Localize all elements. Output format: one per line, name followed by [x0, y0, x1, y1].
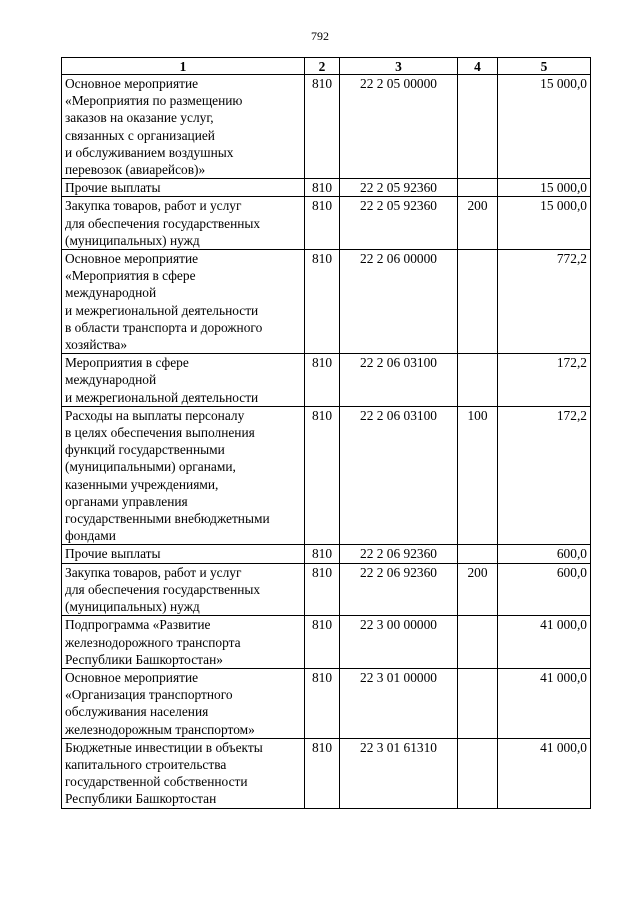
row-name: Основное мероприятие «Мероприятия в сфере международной и межрегиональной деятельности в области транспорта и дорожного хозяйства»: [62, 250, 305, 354]
row-name: Закупка товаров, работ и услуг для обеспечения государственных (муниципальных) нужд: [62, 197, 305, 250]
page-number: 792: [311, 29, 329, 43]
column-header-5: 5: [498, 58, 591, 75]
row-expense-type: 200: [458, 197, 498, 250]
row-ved-code: 810: [305, 75, 340, 179]
column-header-1: 1: [62, 58, 305, 75]
row-expense-type: [458, 250, 498, 354]
row-ved-code: 810: [305, 738, 340, 808]
row-name: Подпрограмма «Развитие железнодорожного транспорта Республики Башкортостан»: [62, 616, 305, 669]
row-amount: 172,2: [498, 354, 591, 407]
row-target-article: 22 2 05 92360: [340, 179, 458, 197]
table-row: [62, 179, 591, 197]
row-expense-type: [458, 668, 498, 738]
row-amount: 772,2: [498, 250, 591, 354]
table-row: [62, 616, 591, 669]
table-header-row: [62, 58, 591, 75]
row-expense-type: [458, 354, 498, 407]
row-expense-type: [458, 738, 498, 808]
table-row: [62, 406, 591, 545]
table-row: [62, 738, 591, 808]
row-name: Прочие выплаты: [62, 179, 305, 197]
row-ved-code: 810: [305, 668, 340, 738]
table-row: [62, 668, 591, 738]
row-expense-type: 100: [458, 406, 498, 545]
row-name: Мероприятия в сфере международной и межрегиональной деятельности: [62, 354, 305, 407]
row-name: Основное мероприятие «Организация транспортного обслуживания населения железнодорожным транспортом»: [62, 668, 305, 738]
row-amount: 600,0: [498, 545, 591, 563]
budget-table: [61, 57, 591, 809]
row-expense-type: [458, 179, 498, 197]
table-row: [62, 545, 591, 563]
row-expense-type: 200: [458, 563, 498, 616]
row-name: Прочие выплаты: [62, 545, 305, 563]
row-ved-code: 810: [305, 545, 340, 563]
row-ved-code: 810: [305, 616, 340, 669]
row-expense-type: [458, 616, 498, 669]
column-header-3: 3: [340, 58, 458, 75]
row-expense-type: [458, 545, 498, 563]
row-expense-type: [458, 75, 498, 179]
row-amount: 172,2: [498, 406, 591, 545]
row-amount: 41 000,0: [498, 616, 591, 669]
row-target-article: 22 2 05 00000: [340, 75, 458, 179]
row-ved-code: 810: [305, 179, 340, 197]
row-amount: 41 000,0: [498, 738, 591, 808]
row-target-article: 22 2 06 92360: [340, 545, 458, 563]
row-ved-code: 810: [305, 250, 340, 354]
table-row: [62, 354, 591, 407]
row-name: Расходы на выплаты персоналу в целях обеспечения выполнения функций государственными (муниципальными) органами, казенными учреждениями, органами управления государственными внебюджетными фондами: [62, 406, 305, 545]
row-target-article: 22 2 06 03100: [340, 354, 458, 407]
row-name: Бюджетные инвестиции в объекты капитального строительства государственной собственности Республики Башкортостан: [62, 738, 305, 808]
row-ved-code: 810: [305, 563, 340, 616]
row-target-article: 22 2 06 00000: [340, 250, 458, 354]
row-name: Основное мероприятие «Мероприятия по размещению заказов на оказание услуг, связанных с организацией и обслуживанием воздушных перевозок (авиарейсов)»: [62, 75, 305, 179]
row-amount: 15 000,0: [498, 197, 591, 250]
column-header-2: 2: [305, 58, 340, 75]
row-ved-code: 810: [305, 406, 340, 545]
row-target-article: 22 3 00 00000: [340, 616, 458, 669]
table-row: [62, 75, 591, 179]
row-ved-code: 810: [305, 354, 340, 407]
table-row: [62, 250, 591, 354]
row-ved-code: 810: [305, 197, 340, 250]
row-target-article: 22 2 05 92360: [340, 197, 458, 250]
table-row: [62, 197, 591, 250]
table-row: [62, 563, 591, 616]
row-amount: 15 000,0: [498, 75, 591, 179]
row-name: Закупка товаров, работ и услуг для обеспечения государственных (муниципальных) нужд: [62, 563, 305, 616]
column-header-4: 4: [458, 58, 498, 75]
row-target-article: 22 2 06 92360: [340, 563, 458, 616]
row-amount: 600,0: [498, 563, 591, 616]
row-target-article: 22 3 01 61310: [340, 738, 458, 808]
row-target-article: 22 2 06 03100: [340, 406, 458, 545]
row-amount: 15 000,0: [498, 179, 591, 197]
row-amount: 41 000,0: [498, 668, 591, 738]
row-target-article: 22 3 01 00000: [340, 668, 458, 738]
